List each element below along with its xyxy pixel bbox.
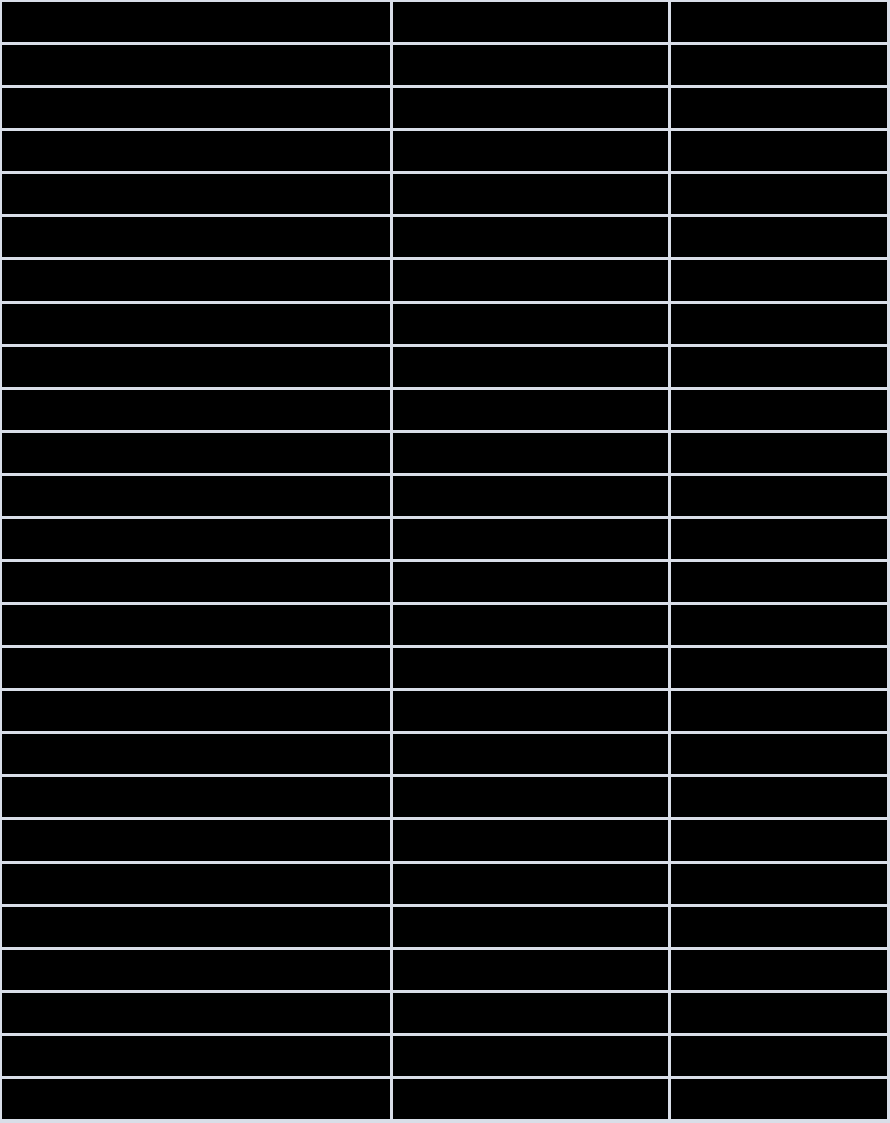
- table-cell: [2, 691, 390, 731]
- table-cell: [671, 347, 887, 387]
- table-cell: [671, 1036, 887, 1076]
- table-cell: [2, 907, 390, 947]
- table-cell: [2, 1036, 390, 1076]
- table-cell: [393, 476, 668, 516]
- table-cell: [2, 562, 390, 602]
- table-cell: [671, 820, 887, 860]
- table-cell: [671, 2, 887, 42]
- table-cell: [2, 648, 390, 688]
- table-cell: [393, 691, 668, 731]
- table-cell: [2, 45, 390, 85]
- table-cell: [671, 562, 887, 602]
- table-cell: [2, 950, 390, 990]
- table-cell: [671, 174, 887, 214]
- table-cell: [393, 820, 668, 860]
- table-cell: [671, 476, 887, 516]
- table-cell: [393, 777, 668, 817]
- table-cell: [393, 907, 668, 947]
- table-cell: [393, 45, 668, 85]
- table-cell: [2, 433, 390, 473]
- table-cell: [671, 950, 887, 990]
- table-cell: [671, 390, 887, 430]
- table-cell: [671, 304, 887, 344]
- table-cell: [671, 777, 887, 817]
- table-cell: [393, 2, 668, 42]
- table-cell: [671, 88, 887, 128]
- table-cell: [671, 260, 887, 300]
- table-cell: [2, 734, 390, 774]
- table-cell: [2, 88, 390, 128]
- table-cell: [393, 304, 668, 344]
- table-cell: [2, 1079, 390, 1119]
- table-cell: [393, 648, 668, 688]
- table-cell: [2, 2, 390, 42]
- table-cell: [671, 1079, 887, 1119]
- table-cell: [2, 347, 390, 387]
- table-cell: [671, 864, 887, 904]
- table-cell: [393, 174, 668, 214]
- table-cell: [393, 88, 668, 128]
- table-cell: [393, 390, 668, 430]
- table-cell: [671, 217, 887, 257]
- table-cell: [393, 734, 668, 774]
- table-cell: [2, 131, 390, 171]
- table-cell: [671, 519, 887, 559]
- table-cell: [2, 260, 390, 300]
- table-cell: [393, 1079, 668, 1119]
- table-cell: [393, 260, 668, 300]
- table-cell: [671, 691, 887, 731]
- table-cell: [393, 993, 668, 1033]
- table-cell: [393, 217, 668, 257]
- table-cell: [393, 347, 668, 387]
- table-cell: [393, 864, 668, 904]
- table-cell: [671, 648, 887, 688]
- table-cell: [2, 217, 390, 257]
- table-cell: [2, 864, 390, 904]
- table-cell: [393, 131, 668, 171]
- table-cell: [393, 1036, 668, 1076]
- table-cell: [671, 131, 887, 171]
- table-cell: [671, 734, 887, 774]
- table-cell: [2, 174, 390, 214]
- table-cell: [393, 433, 668, 473]
- table-cell: [671, 605, 887, 645]
- table-cell: [2, 519, 390, 559]
- table-cell: [2, 605, 390, 645]
- table-cell: [2, 476, 390, 516]
- table-cell: [393, 562, 668, 602]
- table-cell: [2, 820, 390, 860]
- table-cell: [2, 390, 390, 430]
- table-cell: [2, 304, 390, 344]
- table-cell: [2, 777, 390, 817]
- table-cell: [671, 433, 887, 473]
- table-cell: [671, 907, 887, 947]
- table-cell: [393, 950, 668, 990]
- table-cell: [393, 605, 668, 645]
- table-cell: [2, 993, 390, 1033]
- table-cell: [671, 45, 887, 85]
- table-cell: [393, 519, 668, 559]
- table-cell: [671, 993, 887, 1033]
